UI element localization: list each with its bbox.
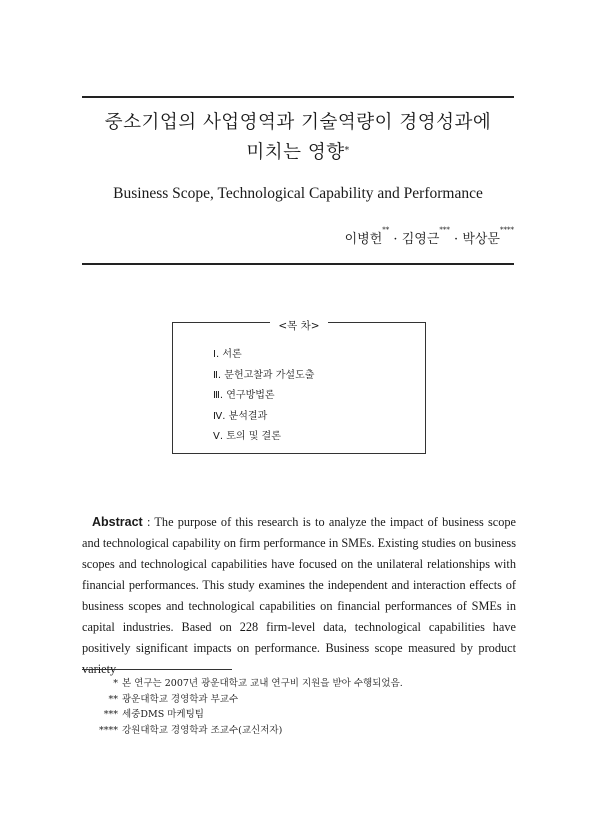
- korean-title-line-2: [82, 138, 514, 168]
- top-rule: [82, 96, 514, 98]
- toc-item-label: 토의 및 결론: [226, 431, 281, 442]
- korean-title-line-2-text: 미치는 영향: [246, 142, 345, 163]
- toc-item: [213, 407, 314, 428]
- footnote-text: 세중DMS 마케팅팀: [122, 709, 204, 720]
- footnote-text: 본 연구는 2007년 광운대학교 교내 연구비 지원을 받아 수행되었음.: [122, 678, 403, 689]
- toc-item-number: Ⅱ.: [213, 369, 222, 381]
- toc-item-label: 서론: [222, 349, 242, 360]
- toc-item: [213, 386, 314, 407]
- footnote-text: 강원대학교 경영학과 조교수(교신저자): [122, 724, 283, 736]
- author-1-mark: **: [382, 226, 390, 234]
- toc-list: [213, 345, 314, 448]
- abstract-separator: :: [142, 515, 155, 529]
- toc-item: [213, 345, 314, 366]
- korean-title-line-1: 중소기업의 사업영역과 기술역량이 경영성과에: [104, 112, 492, 133]
- author-2-name: 김영근: [401, 232, 440, 247]
- footnote: [82, 692, 522, 708]
- author-list: [345, 228, 514, 247]
- toc-item-number: Ⅴ.: [213, 431, 224, 442]
- english-title: Business Scope, Technological Capability and Performance: [113, 185, 483, 202]
- author-separator: ·: [393, 232, 398, 247]
- footnote-mark: ***: [103, 709, 118, 720]
- toc-item: [213, 427, 314, 448]
- author-separator: ·: [454, 232, 459, 247]
- title-footnote-mark: *: [344, 146, 350, 156]
- footnote: [82, 676, 522, 692]
- footnote-mark: *: [113, 678, 118, 689]
- abstract-text: The purpose of this research is to analyze the impact of business scope and technological capability on firm performance in SMEs. Existing studies on business scopes and technological capabilities have focused on the unilateral relationships with financial performances. This study examines the independent and interaction effects of business scopes and technological capabilities on financial performances of SMEs in capital industries. Based on 228 firm-level data, technological capabilities have positively significant impacts on performance. Business scope measured by product variety: [82, 515, 517, 676]
- toc-item-number: Ⅰ.: [213, 349, 220, 360]
- toc-item-label: 연구방법론: [226, 390, 275, 401]
- author-3-mark: ****: [500, 226, 514, 234]
- toc-item-label: 문헌고찰과 가설도출: [224, 369, 315, 381]
- table-of-contents: [172, 322, 426, 454]
- author-1-name: 이병헌: [344, 232, 383, 247]
- bottom-rule: [82, 263, 514, 265]
- abstract: [82, 512, 516, 680]
- footnote-text: 광운대학교 경영학과 부교수: [122, 693, 239, 705]
- footnote-mark: ****: [99, 724, 118, 736]
- toc-heading-text: <목 차>: [270, 320, 327, 332]
- footnotes: [82, 676, 522, 738]
- footnote-mark: **: [108, 693, 118, 705]
- toc-item: [213, 366, 314, 387]
- abstract-label: Abstract: [92, 515, 143, 529]
- footnote-rule: [82, 669, 232, 670]
- toc-heading: [173, 314, 425, 333]
- footnote: [82, 723, 522, 739]
- author-3-name: 박상문: [462, 232, 500, 247]
- author-2-mark: ***: [439, 226, 450, 234]
- toc-item-label: 분석결과: [228, 410, 268, 422]
- footnote: [82, 707, 522, 723]
- toc-item-number: Ⅲ.: [213, 390, 224, 401]
- korean-title: [82, 108, 514, 168]
- toc-item-number: Ⅳ.: [213, 410, 226, 422]
